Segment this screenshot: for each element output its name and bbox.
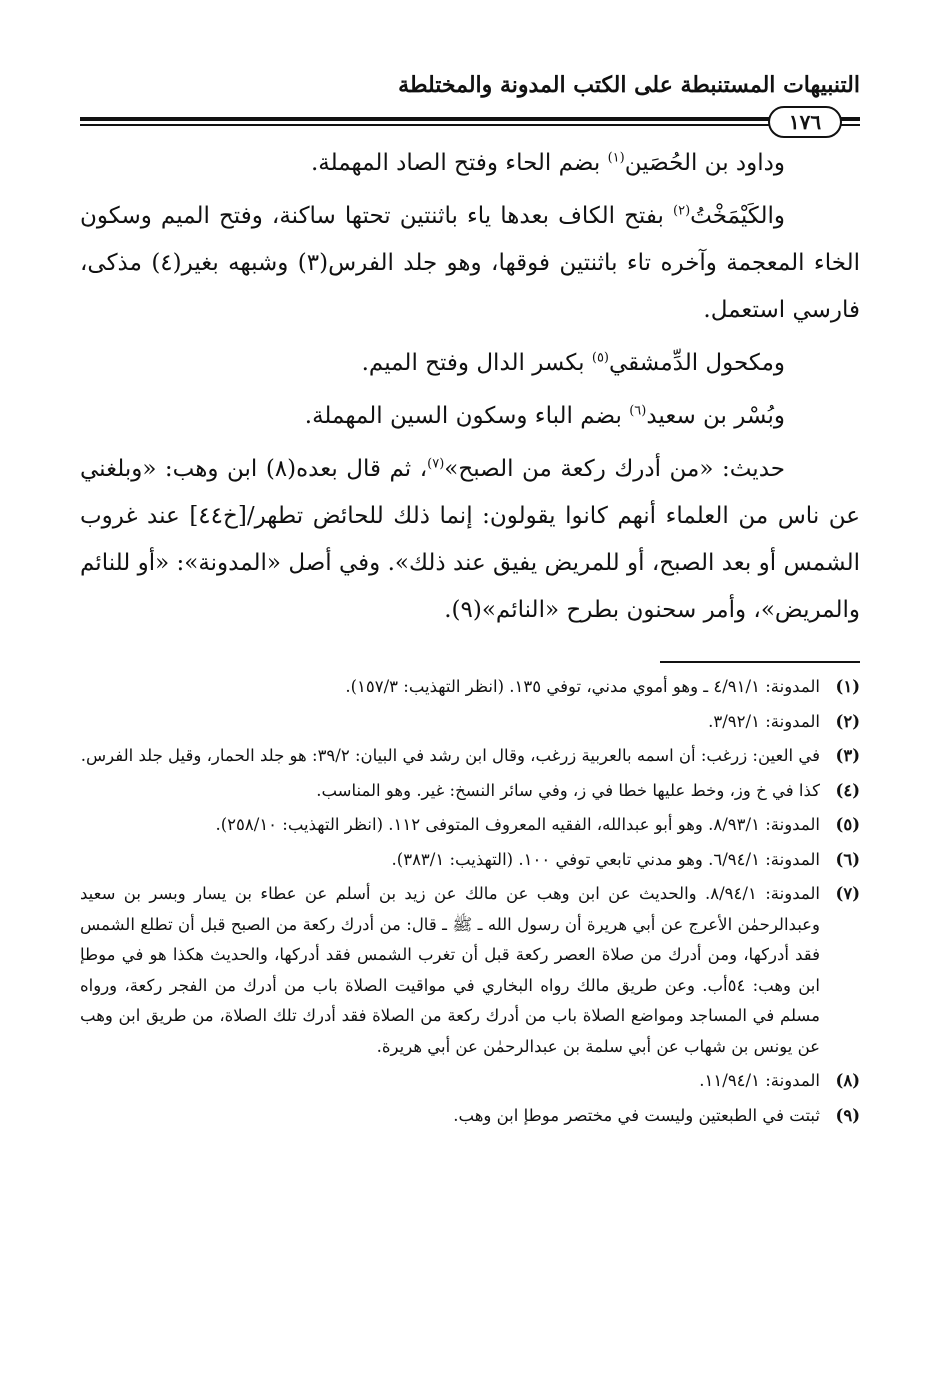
footnote-ref: (٧): [427, 456, 445, 472]
paragraph-dawud: [80, 140, 860, 187]
footnotes: [80, 672, 860, 1135]
paragraph-makhul: [80, 340, 860, 387]
paragraph-text: والكَيْمَخْتُ: [690, 203, 786, 229]
footnote: [80, 672, 860, 703]
footnote: [80, 1101, 860, 1132]
paragraph-hadith: [80, 446, 860, 634]
footnote-text: المدونة: ٨/٩٣/١. وهو أبو عبدالله، الفقيه المعروف المتوفى ١١٢. (انظر التهذيب: ٢٥٨/١٠).: [215, 815, 820, 834]
footnote: [80, 776, 860, 807]
footnote-text: ثبتت في الطبعتين وليست في مختصر موطإ ابن وهب.: [453, 1105, 820, 1125]
footnote-number: (٦): [835, 849, 860, 869]
footnote-number: (١): [835, 677, 860, 696]
paragraph-tail: بفتح الكاف بعدها ياء باثنتين تحتها ساكنة، وفتح الميم وسكون الخاء المعجمة وآخره تاء باثنتين فوقها، وهو جلد الفرس(٣) وشبهه بغير(٤) مذكى، فارسي استعمل.: [80, 203, 860, 323]
footnote-number: (٤): [835, 780, 860, 800]
footnote-text: المدونة: ٣/٩٢/١.: [708, 711, 820, 731]
paragraph-text: ومكحول الدِّمشقي: [609, 350, 785, 376]
footnote: [80, 879, 860, 1062]
paragraph-busr: [80, 393, 860, 440]
footnote-ref: (٢): [673, 203, 691, 219]
footnote-number: (٧): [835, 884, 860, 903]
running-header: [80, 72, 860, 108]
footnote-text: المدونة: ٤/٩١/١ ـ وهو أموي مدني، توفي ١٣٥. (انظر التهذيب: ١٥٧/٣).: [345, 677, 820, 696]
paragraph-text: وداود بن الحُصَين: [624, 150, 785, 176]
footnote-ref: (٦): [629, 403, 647, 419]
paragraph-tail: بضم الباء وسكون السين المهملة.: [304, 403, 630, 429]
paragraph-text: وبُسْر بن سعيد: [646, 403, 785, 429]
footnote: [80, 741, 860, 772]
footnote-text: كذا في خ وز، وخط عليها خطا في ز، وفي سائر النسخ: غير. وهو المناسب.: [316, 780, 820, 800]
footnote-ref: (٥): [591, 350, 609, 366]
footnote-divider: [660, 661, 860, 663]
footnote: [80, 707, 860, 738]
footnote-number: (٩): [835, 1105, 860, 1125]
footnote: [80, 1066, 860, 1097]
paragraph-kaymakht: [80, 193, 860, 334]
footnote-number: (٢): [835, 711, 860, 731]
footnote-number: (٣): [835, 746, 860, 765]
footnote-text: المدونة: ٨/٩٤/١. والحديث عن ابن وهب عن مالك عن زيد بن أسلم عن عطاء بن يسار وبسر بن سعيد وعبدالرحمٰن الأعرج عن أبي هريرة أن رسول الله ـ ﷺ ـ قال: من أدرك ركعة من الصبح قبل أن تطلع الشمس فقد أدركها، ومن أدرك من صلاة العصر ركعة قبل أن تغرب الشمس فقد أدركها، والحديث هكذا هو في موطإ ابن وهب: ٥٤أب. وعن طريق مالك رواه البخاري في مواقيت الصلاة باب من أدرك من الفجر ركعة، ورواه مسلم في المساجد ومواضع الصلاة باب من أدرك ركعة من الصلاة فقد أدرك تلك الصلاة، من طريق ابن وهب عن يونس بن شهاب عن أبي سلمة بن عبدالرحمٰن عن أبي هريرة.: [80, 884, 821, 1056]
page-number: ١٧٦: [768, 106, 842, 138]
main-text: [80, 140, 860, 640]
paragraph-tail: ، ثم قال بعده(٨) ابن وهب: «وبلغني عن ناس من العلماء أنهم كانوا يقولون: إنما ذلك للحائض تطهر/[خ٤٤] عند غروب الشمس أو بعد الصبح، أو للمريض يفيق عند ذلك». وفي أصل «المدونة»: «أو للنائم والمريض»، وأمر سحنون بطرح «النائم»(٩).: [80, 456, 861, 623]
header-rule-thin: [80, 124, 770, 126]
footnote-ref: (١): [607, 150, 625, 166]
paragraph-text: حديث: «من أدرك ركعة من الصبح»: [444, 456, 785, 482]
header-rule-thick: [80, 117, 770, 121]
paragraph-tail: بضم الحاء وفتح الصاد المهملة.: [310, 150, 608, 176]
footnote-number: (٨): [835, 1071, 860, 1090]
footnote: [80, 845, 860, 876]
footnote-number: (٥): [835, 815, 860, 834]
footnote: [80, 810, 860, 841]
footnote-text: المدونة: ٦/٩٤/١. وهو مدني تابعي توفي ١٠٠. (التهذيب: ٣٨٣/١).: [391, 849, 820, 869]
paragraph-tail: بكسر الدال وفتح الميم.: [361, 350, 592, 376]
footnote-text: المدونة: ١١/٩٤/١.: [699, 1071, 820, 1090]
header-title: التنبيهات المستنبطة على الكتب المدونة والمختلطة: [398, 72, 860, 98]
footnote-text: في العين: زرغب: أن اسمه بالعربية زرغب، وقال ابن رشد في البيان: ٣٩/٢: هو جلد الحمار، وقيل جلد الفرس.: [80, 746, 820, 765]
